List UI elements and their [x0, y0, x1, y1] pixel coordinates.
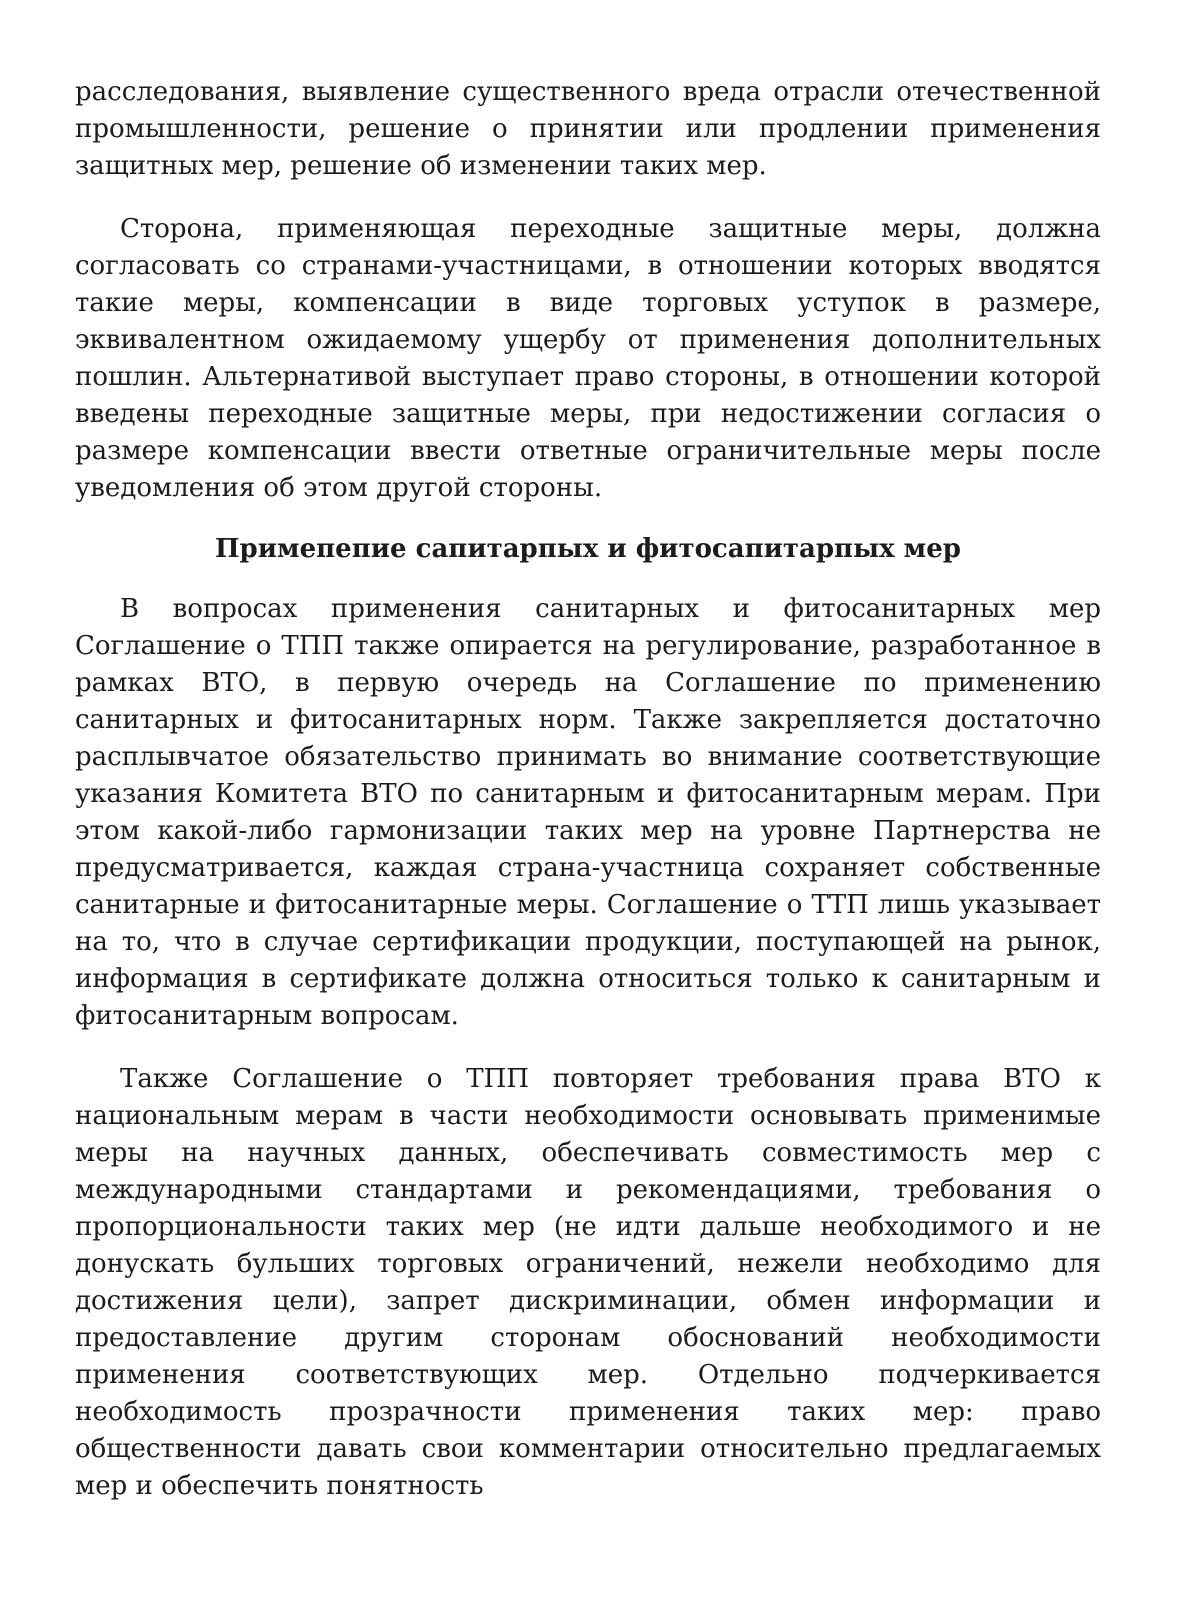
paragraph-compensation: Сторона, применяющая переходные защитные меры, должна согласовать со странами-участницами, в отношении которых вводятся такие меры, компенсации в виде торговых уступок в размере, эквивалентном ожидаемому ущербу от применения дополнительных пошлин. Альтернативой выступает право стороны, в отношении которой введены переходные защитные меры, при недостижении согласия о размере компенсации ввести ответные ограничительные меры после уведомления об этом другой стороны. [75, 214, 1101, 503]
paragraph-sanitary-measures: В вопросах применения санитарных и фитосанитарных мер Соглашение о ТПП также опирается на регулирование, разработанное в рамках ВТО, в первую очередь на Соглашение по применению санитарных и фитосанитарных норм. Также закрепляется достаточно расплывчатое обязательство принимать во внимание соответствующие указания Комитета ВТО по санитарным и фитосанитарным мерам. При этом какой-либо гармонизации таких мер на уровне Партнерства не предусматривается, каждая страна-участница сохраняет собственные санитарные и фитосанитарные меры. Соглашение о ТТП лишь указывает на то, что в случае сертификации продукции, поступающей на рынок, информация в сертификате должна относиться только к санитарным и фитосанитарным вопросам. [75, 594, 1101, 1031]
paragraph-continuation: расследования, выявление существенного вреда отрасли отечественной промышленности, решение о принятии или продлении применения защитных мер, решение об изменении таких мер. [75, 77, 1101, 181]
paragraph-wto-requirements: Также Соглашение о ТПП повторяет требования права ВТО к национальным мерам в части необходимости основывать применимые меры на научных данных, обеспечивать совместимость мер с международными стандартами и рекомендациями, требования о пропорциональности таких мер (не идти дальше необходимого и не донускать бульших торговых ограничений, нежели необходимо для достижения цели), запрет дискриминации, обмен информации и предоставление другим сторонам обоснований необходимости применения соответствующих мер. Отдельно подчеркивается необходимость прозрачности применения таких мер: право общественности давать свои комментарии относительно предлагаемых мер и обеспечить понятность [75, 1064, 1101, 1501]
document-page [75, 74, 1101, 1505]
section-heading: Примепепие сапитарпых и фитосапитарпых мер [214, 534, 961, 564]
